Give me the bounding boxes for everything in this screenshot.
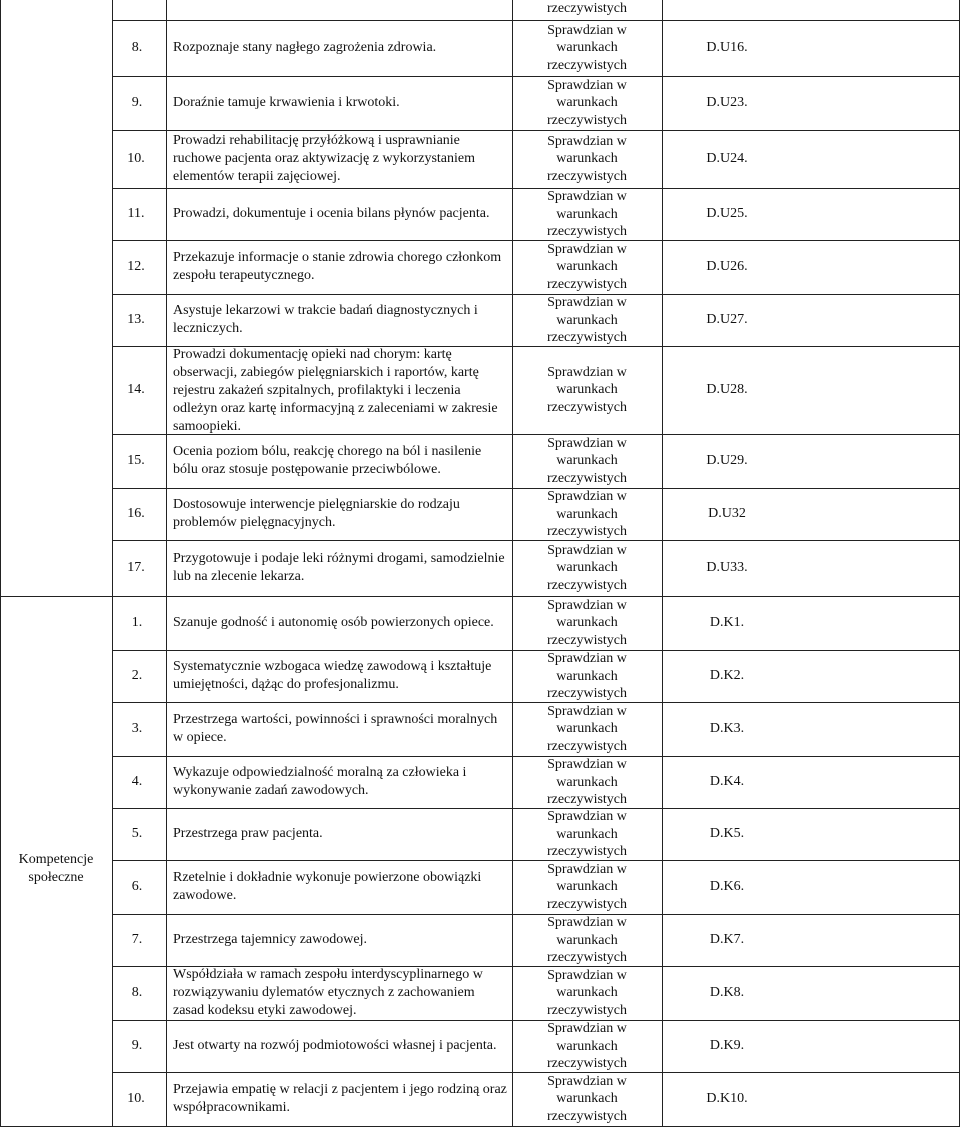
learning-outcome-code: D.K8. xyxy=(709,985,745,1000)
competency-description: Asystuje lekarzowi w trakcie badań diagnostycznych i leczniczych. xyxy=(173,303,478,336)
competency-description: Szanuje godność i autonomię osób powierzonych opiece. xyxy=(173,615,494,630)
competency-description: Prowadzi dokumentację opieki nad chorym: kartę obserwacji, zabiegów pielęgniarskich i raportów, kartę rejestru zakażeń szpitalnych, profilaktyki i leczenia odleżyn oraz kartę informacyjną z zaleceniami w zakresie samoopieki. xyxy=(173,347,498,434)
verification-method: Sprawdzian w warunkach rzeczywistych xyxy=(546,967,628,1018)
verification-method: Sprawdzian w warunkach rzeczywistych xyxy=(546,295,628,345)
verification-method: Sprawdzian w warunkach rzeczywistych xyxy=(546,189,628,239)
verification-method: Sprawdzian w warunkach rzeczywistych xyxy=(546,22,628,73)
row-number: 11. xyxy=(127,206,145,221)
learning-outcome-code: D.K4. xyxy=(709,774,745,789)
competency-description: Ocenia poziom bólu, reakcję chorego na ból i nasilenie bólu oraz stosuje postępowanie przeciwbólowe. xyxy=(173,444,482,477)
competency-description: Przestrzega praw pacjenta. xyxy=(173,826,323,841)
competency-description: Prowadzi, dokumentuje i ocenia bilans płynów pacjenta. xyxy=(173,206,490,221)
learning-outcome-code: D.U24. xyxy=(706,151,748,166)
table-column-divider xyxy=(112,0,113,1127)
learning-outcome-code: D.K9. xyxy=(709,1038,745,1053)
verification-method: Sprawdzian w warunkach rzeczywistych xyxy=(546,915,628,965)
row-number: 2. xyxy=(131,668,143,683)
verification-method: Sprawdzian w warunkach rzeczywistych xyxy=(546,77,628,128)
competency-description: Przejawia empatię w relacji z pacjentem i jego rodziną oraz współpracownikami. xyxy=(173,1082,507,1115)
competency-description: Doraźnie tamuje krwawienia i krwotoki. xyxy=(173,95,400,110)
verification-method: Sprawdzian w warunkach rzeczywistych xyxy=(546,435,628,486)
competency-description: Wykazuje odpowiedzialność moralną za człowieka i wykonywanie zadań zawodowych. xyxy=(173,765,467,798)
row-number: 3. xyxy=(131,721,143,736)
row-number: 1. xyxy=(131,615,143,630)
learning-outcome-code: D.K2. xyxy=(709,668,745,683)
competency-description: Przestrzega wartości, powinności i sprawności moralnych w opiece. xyxy=(173,712,498,745)
learning-outcome-code: D.K10. xyxy=(706,1091,748,1106)
learning-outcome-code: D.U26. xyxy=(706,259,748,274)
verification-method: Sprawdzian w warunkach rzeczywistych xyxy=(546,364,628,415)
learning-outcome-code: D.K1. xyxy=(709,615,745,630)
verification-method: Sprawdzian w warunkach rzeczywistych xyxy=(546,489,628,539)
row-number: 10. xyxy=(127,151,145,166)
category-divider xyxy=(0,596,112,597)
competency-description: Przekazuje informacje o stanie zdrowia chorego członkom zespołu terapeutycznego. xyxy=(173,250,502,283)
learning-outcome-code: D.K6. xyxy=(709,879,745,894)
verification-method: Sprawdzian w warunkach rzeczywistych xyxy=(546,1021,628,1071)
verification-method: Sprawdzian w warunkach rzeczywistych xyxy=(546,133,628,184)
row-number: 14. xyxy=(127,382,145,397)
row-number: 8. xyxy=(131,985,143,1000)
competency-description: Jest otwarty na rozwój podmiotowości własnej i pacjenta. xyxy=(173,1038,497,1053)
competency-description: Rozpoznaje stany nagłego zagrożenia zdrowia. xyxy=(173,40,437,55)
competency-description: Rzetelnie i dokładnie wykonuje powierzone obowiązki zawodowe. xyxy=(173,870,482,903)
learning-outcome-code: D.U25. xyxy=(706,206,748,221)
row-number: 9. xyxy=(131,95,143,110)
row-number: 4. xyxy=(131,774,143,789)
learning-outcome-code: D.U28. xyxy=(706,382,748,397)
verification-method: Sprawdzian w warunkach rzeczywistych xyxy=(546,861,628,912)
row-number: 8. xyxy=(131,40,143,55)
learning-outcome-code: D.K5. xyxy=(709,826,745,841)
row-number: 16. xyxy=(127,506,145,521)
row-number: 9. xyxy=(131,1038,143,1053)
carryover-method-text: rzeczywistych xyxy=(546,1,628,16)
verification-method: Sprawdzian w warunkach rzeczywistych xyxy=(546,1073,628,1124)
row-number: 17. xyxy=(127,560,145,575)
row-number: 12. xyxy=(127,259,145,274)
table-border-left xyxy=(0,0,1,1127)
verification-method: Sprawdzian w warunkach rzeczywistych xyxy=(546,597,628,648)
table-column-divider xyxy=(166,0,167,1127)
table-column-divider xyxy=(512,0,513,1127)
verification-method: Sprawdzian w warunkach rzeczywistych xyxy=(546,241,628,292)
competency-description: Systematycznie wzbogaca wiedzę zawodową i kształtuje umiejętności, dążąc do profesjonalizmu. xyxy=(173,659,492,692)
verification-method: Sprawdzian w warunkach rzeczywistych xyxy=(546,651,628,701)
competency-description: Przestrzega tajemnicy zawodowej. xyxy=(173,932,367,947)
row-number: 5. xyxy=(131,826,143,841)
category-label: Kompetencje społeczne xyxy=(18,852,94,885)
row-number: 13. xyxy=(127,312,145,327)
competency-description: Współdziała w ramach zespołu interdyscyplinarnego w rozwiązywaniu dylematów etycznych z zachowaniem zasad kodeksu etyki zawodowej. xyxy=(173,967,483,1018)
learning-outcome-code: D.U27. xyxy=(706,312,748,327)
competency-description: Przygotowuje i podaje leki różnymi drogami, samodzielnie lub na zlecenie lekarza. xyxy=(173,551,505,584)
verification-method: Sprawdzian w warunkach rzeczywistych xyxy=(546,809,628,859)
row-number: 10. xyxy=(127,1091,145,1106)
learning-outcome-code: D.K7. xyxy=(709,932,745,947)
verification-method: Sprawdzian w warunkach rzeczywistych xyxy=(546,542,628,593)
learning-outcome-code: D.U16. xyxy=(706,40,748,55)
learning-outcome-code: D.U32 xyxy=(708,506,746,521)
verification-method: Sprawdzian w warunkach rzeczywistych xyxy=(546,757,628,807)
verification-method: Sprawdzian w warunkach rzeczywistych xyxy=(546,703,628,754)
row-divider xyxy=(112,130,960,131)
learning-outcome-code: D.U33. xyxy=(706,560,748,575)
learning-outcome-code: D.K3. xyxy=(709,721,745,736)
learning-outcome-code: D.U29. xyxy=(706,453,748,468)
competency-description: Dostosowuje interwencje pielęgniarskie do rodzaju problemów pielęgnacyjnych. xyxy=(173,497,460,530)
row-number: 15. xyxy=(127,453,145,468)
row-number: 6. xyxy=(131,879,143,894)
learning-outcome-code: D.U23. xyxy=(706,95,748,110)
row-number: 7. xyxy=(131,932,143,947)
competency-description: Prowadzi rehabilitację przyłóżkową i usprawnianie ruchowe pacjenta oraz aktywizację z wykorzystaniem elementów terapii zajęciowej. xyxy=(173,133,476,184)
